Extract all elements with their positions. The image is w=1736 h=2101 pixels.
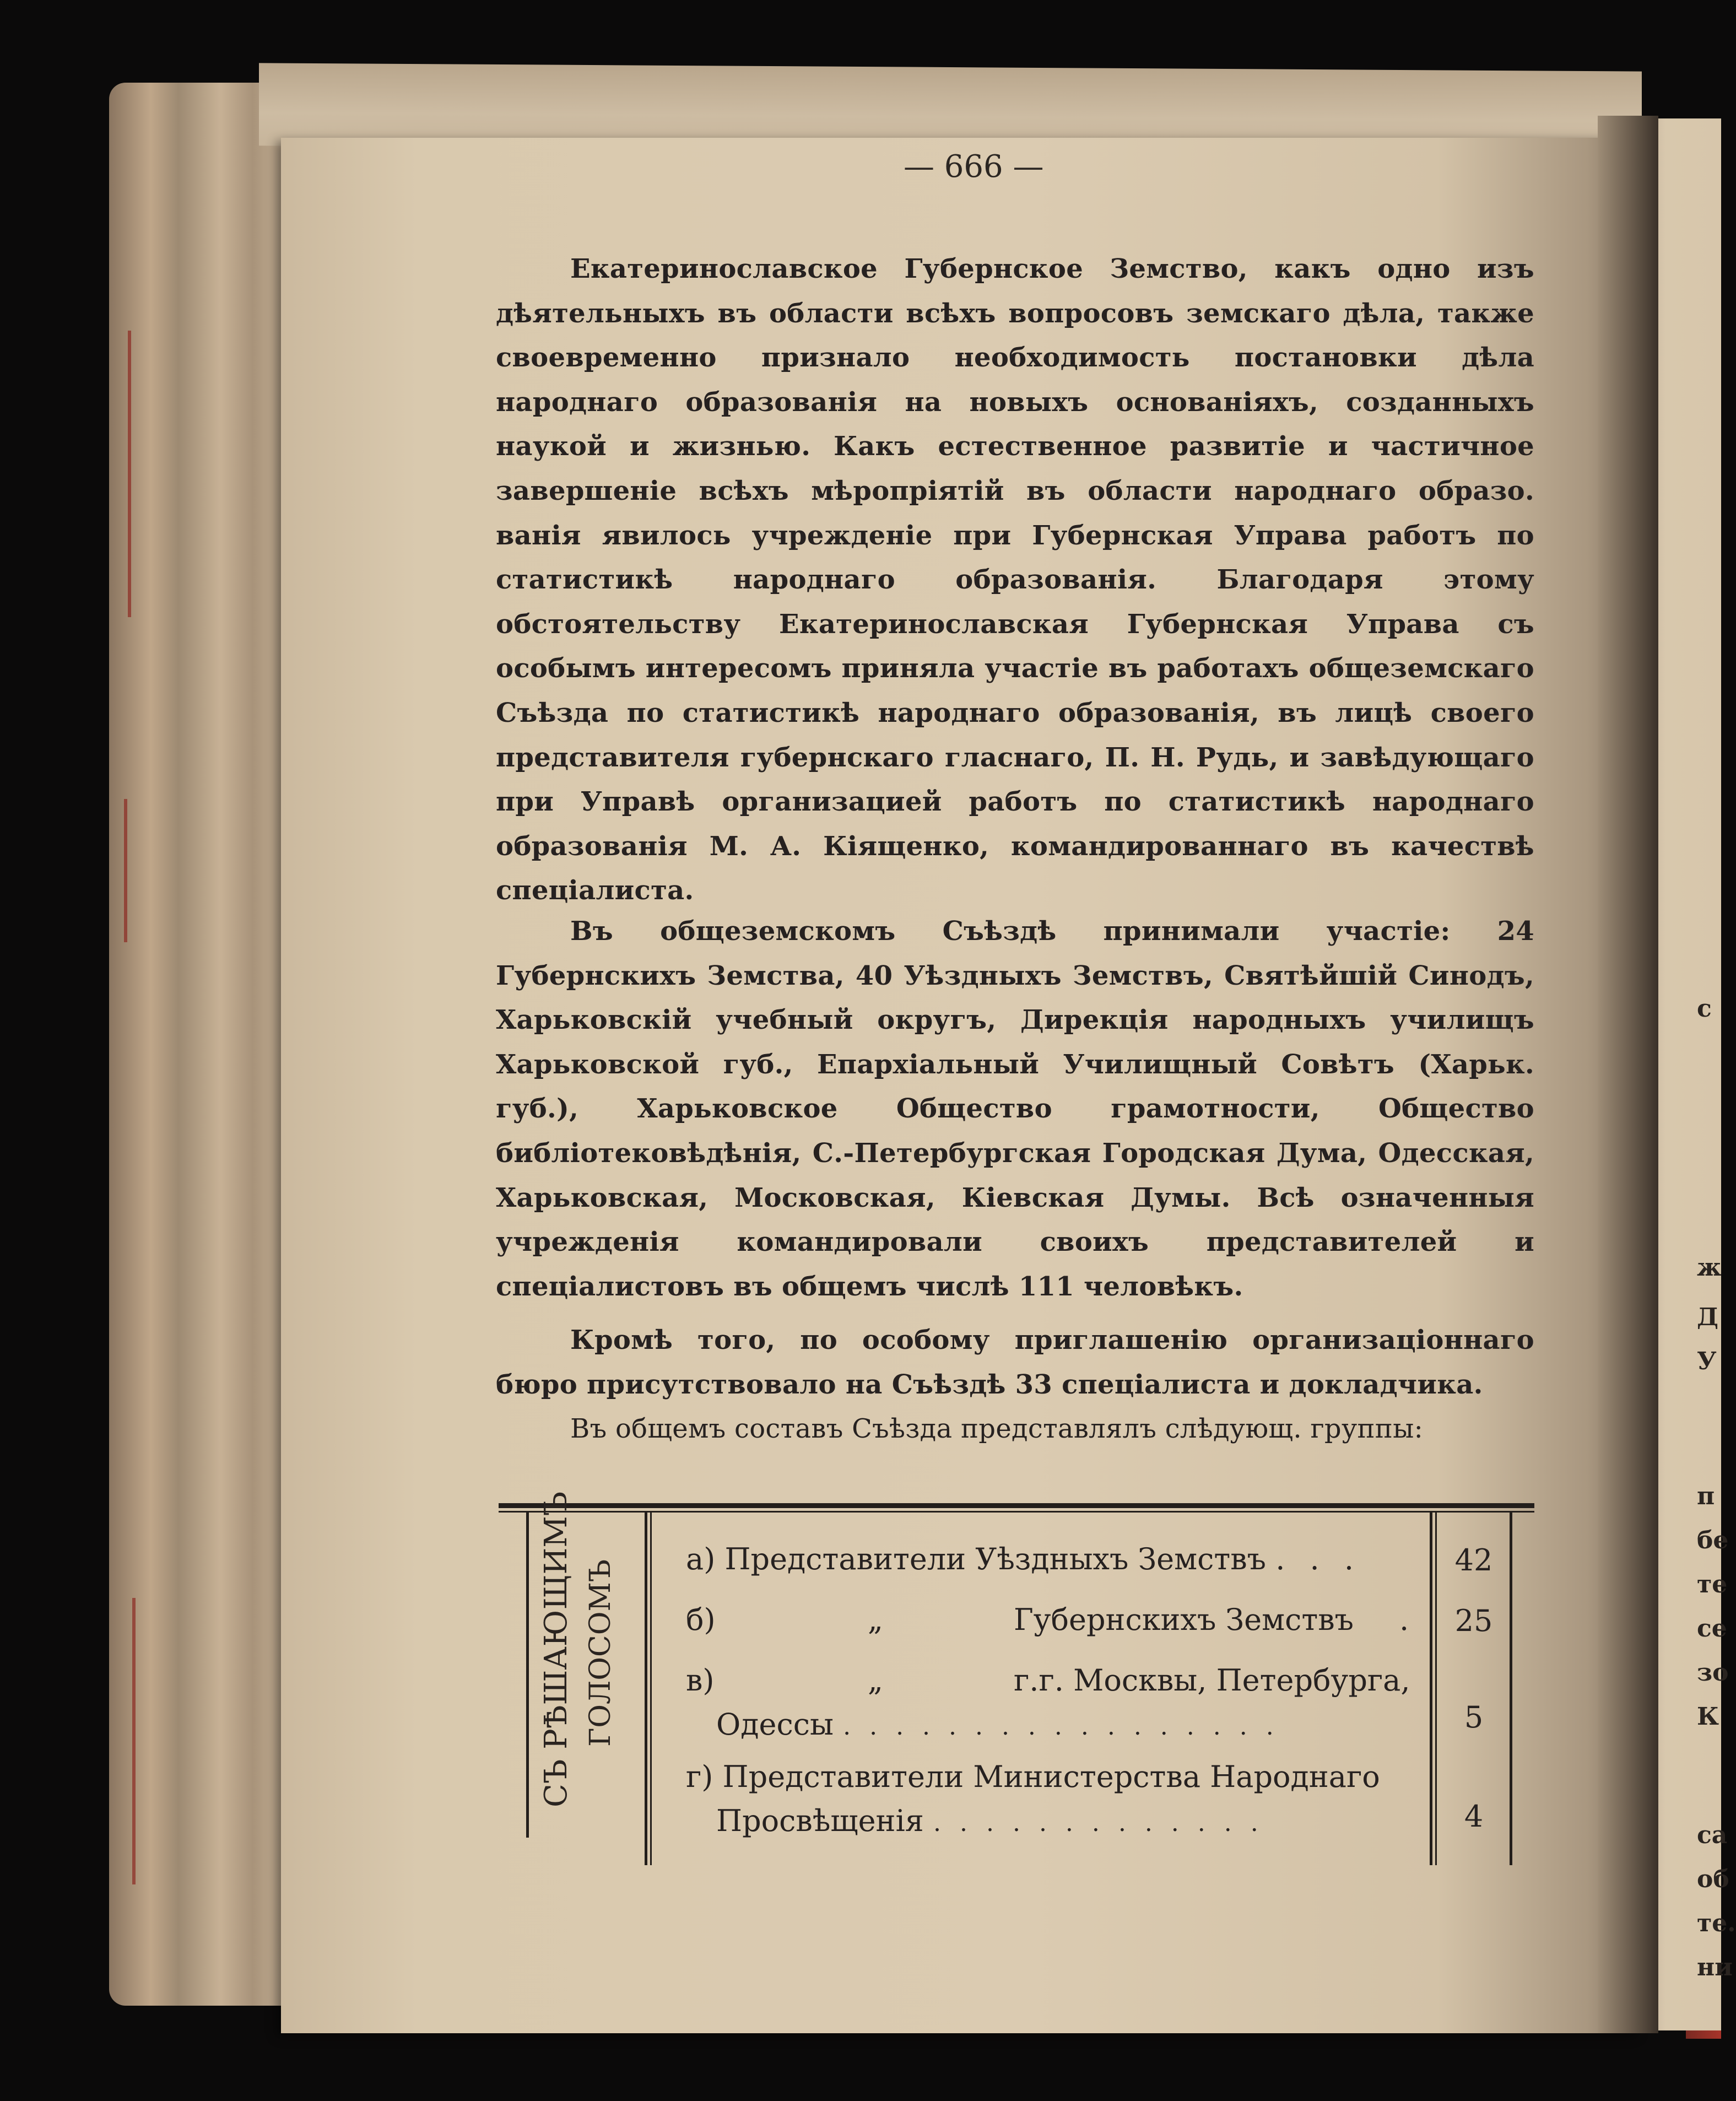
book-gutter [1598, 116, 1658, 2033]
table-top-rule [499, 1503, 1534, 1508]
row-value: 5 [1464, 1700, 1484, 1735]
page-number: — 666 — [904, 149, 1044, 185]
table-row [686, 1659, 1419, 1703]
facing-fragment: се [1697, 1614, 1727, 1643]
row-value: 4 [1464, 1799, 1484, 1834]
table-top-rule-thin [499, 1511, 1534, 1513]
row-ditto: „ [868, 1663, 883, 1698]
facing-fragment: У [1697, 1347, 1717, 1375]
row-letter: б) [686, 1602, 716, 1637]
row-value: 25 [1454, 1603, 1493, 1638]
edge-line [128, 331, 131, 617]
facing-fragment: бе [1697, 1526, 1729, 1554]
table-side-label [534, 1491, 623, 1807]
facing-fragment: п [1697, 1482, 1715, 1510]
edge-line [124, 799, 127, 942]
paragraph-4: Въ общемъ составъ Съѣзда представлялъ слѣдующ. группы: [570, 1413, 1424, 1444]
row-text: Представители Министерства Народнаго [722, 1759, 1380, 1794]
row-letter: г) [686, 1759, 713, 1794]
table-row [686, 1537, 1419, 1581]
facing-fragment: ж [1697, 1254, 1722, 1282]
row-letter: в) [686, 1663, 715, 1698]
paragraph-2: Въ общеземскомъ Съѣздѣ принимали участіе: 24 Губернскихъ Земства, 40 Уѣздныхъ Земствъ, Святѣйшій Синодъ, Харьковскій учебный округъ, Дирекція народныхъ училищъ Харьковской губ., Епархіальный Училищный Совѣтъ (Харьк. губ.), Харьковское Общество грамотности, Общество библіотековѣдѣнія, С.-Петербургская Городская Дума, Одесская, Харьковская, Московская, Кіевская Думы. Всѣ означенныя учрежденія командировали своихъ представителей и спеціалистовъ въ общемъ числѣ 111 человѣкъ. [496, 916, 1534, 1302]
facing-fragment: те. [1697, 1909, 1736, 1937]
row-letter: а) [686, 1542, 716, 1576]
paragraph-1: Екатеринославское Губернское Земство, какъ одно изъ дѣятельныхъ въ области всѣхъ вопросовъ земскаго дѣла, также своевременно признало необходимость постановки дѣла народнаго образованія на новыхъ основаніяхъ, созданныхъ наукой и жизнью. Какъ естественное развитіе и частичное завершеніе всѣхъ мѣропріятій въ области народнаго образо. ванія явилось учрежденіе при Губернская Управа работъ по статистикѣ народнаго образованія. Благодаря этому обстоятельству Екатеринославская Губернская Управа съ особымъ интересомъ приняла участіе въ работахъ общеземскаго Съѣзда по статистикѣ народнаго образованія, въ лицѣ своего представителя губернскаго гласнаго, П. Н. Рудь, и завѣдующаго при Управѣ организацией работъ по статистикѣ народнаго образованія М. А. Кіященко, командированнаго въ качествѣ спеціалиста. [496, 253, 1534, 906]
table-row [686, 1755, 1419, 1799]
row-text: г.г. Москвы, Петербурга, [1014, 1663, 1410, 1698]
edge-line [132, 1598, 136, 1884]
facing-fragment: об [1697, 1865, 1729, 1893]
table-divider [645, 1513, 647, 1865]
facing-fragment: ни [1697, 1953, 1733, 1981]
table-divider [526, 1513, 529, 1838]
row-leader: . . . [1275, 1542, 1362, 1576]
facing-fragment: зо [1697, 1659, 1729, 1687]
paragraph-3: Кромѣ того, по особому приглашенію организаціоннаго бюро присутствовало на Съѣздѣ 33 спеціалиста и докладчика. [496, 1325, 1534, 1400]
facing-fragment: К [1697, 1703, 1719, 1731]
facing-fragment: те [1697, 1570, 1728, 1598]
row-leader: . [1399, 1602, 1417, 1637]
table-divider [1510, 1513, 1512, 1865]
row-leader: . . . . . . . . . . . . . . . . . [843, 1713, 1279, 1741]
row-ditto: „ [868, 1602, 883, 1637]
row-text-2: Просвѣщенія [716, 1803, 924, 1838]
row-value: 42 [1454, 1543, 1493, 1578]
facing-fragment: са [1697, 1821, 1728, 1849]
side-label-line2: ГОЛОСОМЪ [584, 1559, 617, 1747]
row-text: Представители Уѣздныхъ Земствъ [724, 1542, 1267, 1576]
table-divider [650, 1513, 652, 1865]
facing-fragment: Д [1697, 1303, 1719, 1331]
table-row [686, 1598, 1419, 1642]
row-text-2: Одессы [716, 1707, 834, 1742]
facing-fragment: с [1697, 995, 1712, 1023]
side-label-line1: СЪ РѢШАЮЩИМЪ [538, 1491, 574, 1807]
row-text: Губернскихъ Земствъ [1014, 1602, 1354, 1637]
row-leader: . . . . . . . . . . . . . [933, 1809, 1264, 1837]
table-row-continuation [686, 1799, 1449, 1845]
table-row-continuation [686, 1703, 1449, 1749]
